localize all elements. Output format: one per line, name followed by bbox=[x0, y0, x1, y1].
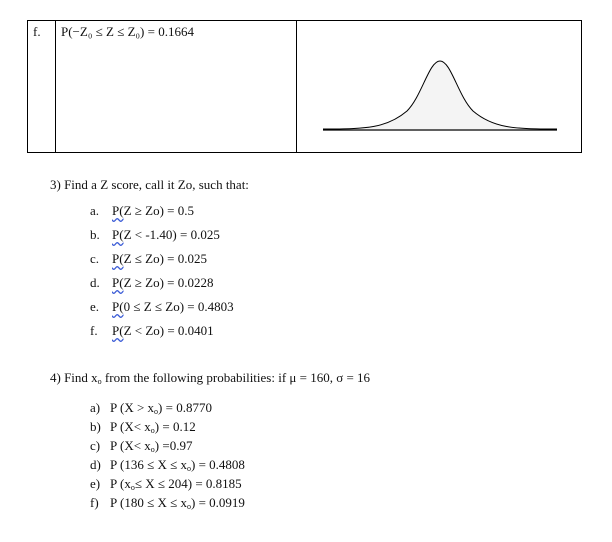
question-3-item bbox=[90, 323, 214, 339]
question-4-item: c) P $(X< x_o) =0.97$ bbox=[90, 438, 193, 454]
normal-curve-diagram bbox=[317, 56, 557, 136]
item-label: a. bbox=[90, 203, 100, 218]
question-4-item: a) P $(X > x_o) = 0.8770$ bbox=[90, 400, 212, 416]
question-3-item bbox=[90, 275, 214, 291]
item-label: f) bbox=[90, 495, 99, 510]
question-4-item: d) P $(136 \le X \le x_o) = 0.4808$ bbox=[90, 457, 245, 473]
prob-prefix: P( bbox=[112, 299, 124, 314]
row-label: f. bbox=[33, 24, 41, 39]
item-label: d) bbox=[90, 457, 101, 472]
item-label: c) bbox=[90, 438, 101, 453]
table-divider bbox=[296, 21, 297, 152]
item-label: b. bbox=[90, 227, 100, 242]
prob-prefix: P( bbox=[112, 323, 124, 338]
probability-formula: P(−Z₀ ≤ Z ≤ Z₀) = 0.1664 bbox=[61, 24, 194, 39]
item-label: e) bbox=[90, 476, 101, 491]
question-4-item: e) P $(x_o\le X \le 204) = 0.8185$ bbox=[90, 476, 242, 492]
question-4-item: b) P $(X< x_o) = 0.12$ bbox=[90, 419, 196, 435]
item-label: b) bbox=[90, 419, 101, 434]
item-label: f. bbox=[90, 323, 98, 338]
prob-prefix: P( bbox=[112, 203, 124, 218]
item-text: Z ≥ Zo) = 0.0228 bbox=[123, 275, 214, 290]
prob-prefix: P( bbox=[112, 251, 124, 266]
item-label: c. bbox=[90, 251, 100, 266]
question-4-title: 4) Find $x_o$ from the following probabilities: if μ = 160, σ = 16 bbox=[50, 370, 371, 386]
item-text: Z ≤ Zo) = 0.025 bbox=[123, 251, 207, 266]
item-label: a) bbox=[90, 400, 101, 415]
prob-prefix: P( bbox=[112, 227, 124, 242]
question-3-item bbox=[90, 299, 234, 315]
question-3-item bbox=[90, 227, 220, 243]
item-label: d. bbox=[90, 275, 100, 290]
item-text: Z ≥ Zo) = 0.5 bbox=[123, 203, 194, 218]
item-text: Z < -1.40) = 0.025 bbox=[123, 227, 220, 242]
item-text: 0 ≤ Z ≤ Zo) = 0.4803 bbox=[123, 299, 234, 314]
item-text: Z < Zo) = 0.0401 bbox=[123, 323, 214, 338]
question-4-item: f) P $(180 \le X \le x_o) = 0.0919$ bbox=[90, 495, 245, 511]
question-3-item bbox=[90, 203, 194, 219]
item-label: e. bbox=[90, 299, 100, 314]
prob-prefix: P( bbox=[112, 275, 124, 290]
problem-table bbox=[27, 20, 582, 153]
bell-curve bbox=[323, 61, 557, 129]
question-3-item bbox=[90, 251, 207, 267]
table-divider bbox=[55, 21, 56, 152]
question-3-title: 3) Find a Z score, call it Zo, such that: bbox=[50, 177, 249, 192]
